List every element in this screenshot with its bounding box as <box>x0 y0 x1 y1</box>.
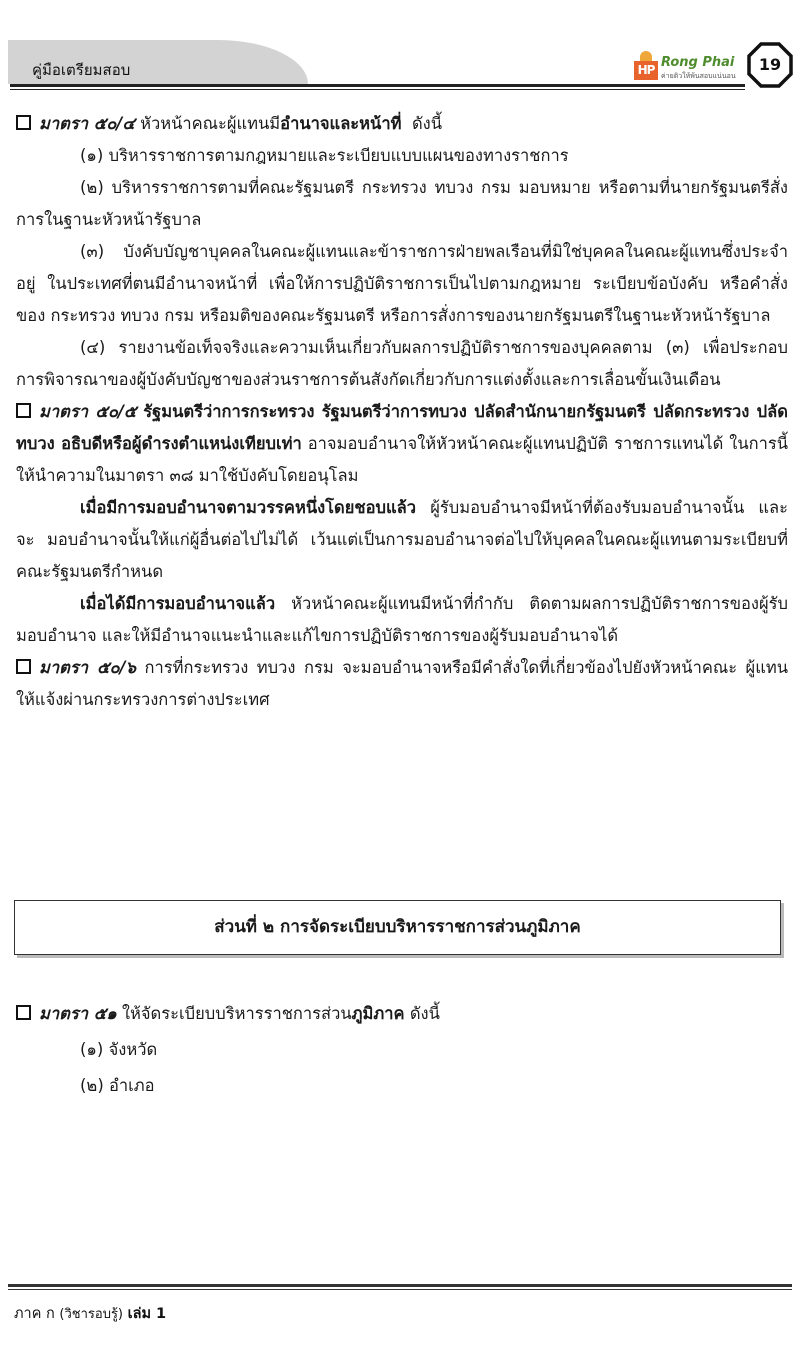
list-item: (๑) บริหารราชการตามกฎหมายและระเบียบแบบแผนของทางราชการ <box>80 146 569 165</box>
footer-volume: เล่ม 1 <box>127 1306 167 1322</box>
logo-mark-icon: HP <box>634 61 658 80</box>
checkbox-bullet-icon <box>16 403 31 418</box>
article-50-5-paragraph: มาตรา ๕๐/๕ รัฐมนตรีว่าการกระทรวง รัฐมนตรีว่าการทบวง ปลัดสำนักนายกรัฐมนตรี ปลัดกระทรวง ปลัดทบวง อธิบดีหรือผู้ดำรงตำแหน่งเทียบเท่า อาจมอบอำนาจให้หัวหน้าคณะผู้แทนปฏิบัติ ราชการแทนได้ ในการนี้ให้นำความในมาตรา ๓๘ มาใช้บังคับโดยอนุโลม <box>16 402 788 485</box>
article-51-content <box>16 996 788 1104</box>
article-number: มาตรา ๕๑ <box>39 1004 117 1023</box>
article-number: มาตรา ๕๐/๕ <box>39 402 137 421</box>
footer-part: ภาค ก <box>14 1306 55 1322</box>
checkbox-bullet-icon <box>16 1005 31 1020</box>
header-rule-thick <box>10 84 745 87</box>
section-title-box: ส่วนที่ ๒ การจัดระเบียบบริหารราชการส่วนภูมิภาค <box>14 900 781 955</box>
article-50-5-paragraph-3: เมื่อได้มีการมอบอำนาจแล้ว หัวหน้าคณะผู้แทนมีหน้าที่กำกับ ติดตามผลการปฏิบัติราชการของผู้รับ มอบอำนาจ และให้มีอำนาจแนะนำและแก้ไขการปฏิบัติราชการของผู้รับมอบอำนาจได้ <box>16 594 788 645</box>
logo-text: Rong Phai <box>661 55 735 70</box>
header-rule-thin <box>10 89 745 90</box>
footer-text <box>14 1302 166 1325</box>
article-number: มาตรา ๕๐/๔ <box>39 114 135 133</box>
footer-rule-thin <box>8 1289 792 1290</box>
article-50-6-paragraph: มาตรา ๕๐/๖ การที่กระทรวง ทบวง กรม จะมอบอำนาจหรือมีคำสั่งใดที่เกี่ยวข้องไปยังหัวหน้าคณะ ผู้แทน ให้แจ้งผ่านกระทรวงการต่างประเทศ <box>16 658 789 709</box>
article-number: มาตรา ๕๐/๖ <box>39 658 137 677</box>
list-item: (๓) บังคับบัญชาบุคคลในคณะผู้แทนและข้าราชการฝ่ายพลเรือนที่มิใช่บุคคลในคณะผู้แทนซึ่งประจำอยู่ ในประเทศที่ตนมีอำนาจหน้าที่ เพื่อให้การปฏิบัติราชการเป็นไปตามกฎหมาย ระเบียบข้อบังคับ หรือคำสั่งของ กระทรวง ทบวง กรม หรือมติของคณะรัฐมนตรี หรือการสั่งการของนายกรัฐมนตรีในฐานะหัวหน้ารัฐบาล <box>16 242 788 325</box>
article-50-4-heading: มาตรา ๕๐/๔ หัวหน้าคณะผู้แทนมีอำนาจและหน้าที่ ดังนี้ <box>16 108 788 140</box>
article-50-5-paragraph-2: เมื่อมีการมอบอำนาจตามวรรคหนึ่งโดยชอบแล้ว ผู้รับมอบอำนาจมีหน้าที่ต้องรับมอบอำนาจนั้น และจะ มอบอำนาจนั้นให้แก่ผู้อื่นต่อไปไม่ได้ เว้นแต่เป็นการมอบอำนาจต่อไปให้บุคคลในคณะผู้แทนตามระเบียบที่ คณะรัฐมนตรีกำหนด <box>16 498 789 581</box>
page-number: 19 <box>758 55 782 74</box>
list-item: (๔) รายงานข้อเท็จจริงและความเห็นเกี่ยวกับผลการปฏิบัติราชการของบุคคลตาม (๓) เพื่อประกอบการพิจารณาของผู้บังคับบัญชาของส่วนราชการต้นสังกัดเกี่ยวกับการแต่งตั้งและการเลื่อนขั้นเงินเดือน <box>16 338 788 389</box>
article-content <box>16 108 788 716</box>
logo-subtext: ค่ายติวให้พ้นสอบแน่นอน <box>661 72 736 80</box>
rong-phai-logo <box>634 52 746 82</box>
footer-rule-thick <box>8 1284 792 1287</box>
list-item: (๒) บริหารราชการตามที่คณะรัฐมนตรี กระทรวง ทบวง กรม มอบหมาย หรือตามที่นายกรัฐมนตรีสั่ง การในฐานะหัวหน้ารัฐบาล <box>16 178 788 229</box>
checkbox-bullet-icon <box>16 659 31 674</box>
list-item: (๒) อำเภอ <box>80 1076 155 1095</box>
footer-subject: (วิชารอบรู้) <box>59 1307 123 1322</box>
page-number-badge <box>747 42 793 88</box>
checkbox-bullet-icon <box>16 115 31 130</box>
header-title: คู่มือเตรียมสอบ <box>32 61 131 79</box>
list-item: (๑) จังหวัด <box>80 1040 158 1059</box>
article-51-heading: มาตรา ๕๑ ให้จัดระเบียบบริหารราชการส่วนภูมิภาค ดังนี้ <box>16 996 788 1032</box>
